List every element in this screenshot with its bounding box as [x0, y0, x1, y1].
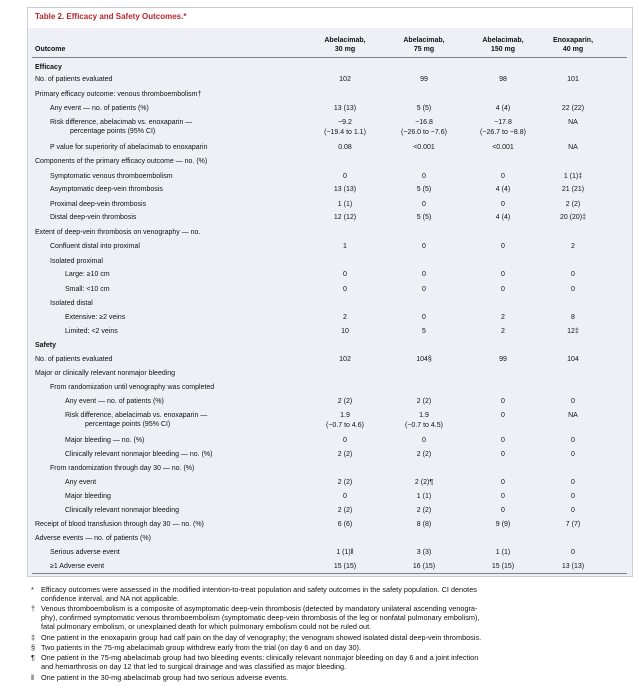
table-cell: <0.001 [492, 144, 514, 151]
table-cell: 0 [422, 271, 426, 278]
table-title: Table 2. Efficacy and Safety Outcomes.* [35, 12, 187, 21]
table-cell: 2 [501, 328, 505, 335]
table-cell: 0 [343, 493, 347, 500]
table-cell: 2 (2) [337, 451, 353, 458]
row-label: Isolated distal [50, 300, 93, 307]
table-cell: 2 (2)¶ [414, 479, 434, 486]
table-cell: 0 [501, 398, 505, 405]
table-cell: 0 [422, 243, 426, 250]
table-cell: 0 [571, 271, 575, 278]
table-cell: 1.9 (−0.7 to 4.6) [326, 412, 364, 429]
table-cell: 4 (4) [495, 105, 511, 112]
row-label: Any event [65, 479, 97, 486]
table-cell: 0 [501, 507, 505, 514]
table-cell: 13 (13) [333, 105, 357, 112]
footnote: ¶ One patient in the 75-mg abelacimab group had two bleeding events: clinically relevant nonmajor bleeding on day 6 and a joint infection and hemarthrosis on day 12 that led to surgical drainage and was classified as major bleeding. [31, 653, 479, 671]
row-label: Clinically relevant nonmajor bleeding — no. (%) [65, 451, 213, 458]
table-cell: 5 (5) [416, 186, 432, 193]
table-cell: 3 (3) [416, 549, 432, 556]
row-label: Risk difference, abelacimab vs. enoxaparin — percentage points (95% CI) [50, 119, 193, 135]
table-cell: 99 [499, 356, 507, 363]
table-cell: 4 (4) [495, 186, 511, 193]
table-cell: 20 (20)‡ [559, 214, 587, 221]
table-cell: 2 (2) [337, 507, 353, 514]
table-cell: 0 [501, 479, 505, 486]
table-cell: 0 [343, 271, 347, 278]
footnote: ‖ One patient in the 30-mg abelacimab group had two serious adverse events. [31, 673, 289, 682]
footnote: ‡ One patient in the enoxaparin group had calf pain on the day of venography; the venogram showed isolated distal deep-vein thrombosis. [31, 633, 482, 642]
table-cell: 15 (15) [491, 563, 515, 570]
table-cell: 8 [571, 314, 575, 321]
row-label: Major or clinically relevant nonmajor bleeding [35, 370, 176, 377]
table-cell: 102 [339, 76, 351, 83]
table-cell: 2 (2) [337, 479, 353, 486]
table-cell: 0 [501, 451, 505, 458]
table-cell: 0 [501, 493, 505, 500]
table-cell: 5 [422, 328, 426, 335]
table-cell: −16.8 (−26.0 to −7.6) [401, 119, 447, 136]
table-cell: 0.08 [338, 144, 352, 151]
table-cell: 2 [343, 314, 347, 321]
row-label: P value for superiority of abelacimab to enoxaparin [50, 144, 208, 151]
table-cell: 0 [501, 271, 505, 278]
table-cell: 12‡ [567, 328, 579, 335]
table-cell: 12 (12) [333, 214, 357, 221]
row-label: Confluent distal into proximal [50, 243, 140, 250]
row-label: Extent of deep-vein thrombosis on venography — no. [35, 229, 201, 236]
table-cell: 101 [567, 76, 579, 83]
table-cell: 99 [420, 76, 428, 83]
row-label: Any event — no. of patients (%) [50, 105, 149, 112]
table-cell: 1 (1) [495, 549, 511, 556]
table-cell: 0 [501, 201, 505, 208]
row-label: Components of the primary efficacy outcome — no. (%) [35, 158, 208, 165]
table-cell: 1 (1) [337, 201, 353, 208]
table-cell: 16 (15) [412, 563, 436, 570]
table-cell: 0 [422, 173, 426, 180]
row-label: Isolated proximal [50, 258, 103, 265]
row-label: Proximal deep-vein thrombosis [50, 201, 147, 208]
table-cell: 15 (15) [333, 563, 357, 570]
table-cell: 2 (2) [416, 507, 432, 514]
table-cell: 22 (22) [561, 105, 585, 112]
row-label: Adverse events — no. of patients (%) [35, 535, 151, 542]
table-cell: 0 [501, 243, 505, 250]
row-label: Primary efficacy outcome: venous thromboembolism† [35, 91, 202, 98]
table-cell: 8 (8) [416, 521, 432, 528]
row-label: Any event — no. of patients (%) [65, 398, 164, 405]
row-label: Asymptomatic deep-vein thrombosis [50, 186, 163, 193]
row-label: Risk difference, abelacimab vs. enoxaparin — percentage points (95% CI) [65, 412, 208, 428]
header-abelacimab-30: Abelacimab, 30 mg [324, 37, 366, 53]
row-label: Safety [35, 342, 57, 349]
table-cell: 0 [343, 437, 347, 444]
table-cell: NA [568, 119, 578, 126]
row-label: No. of patients evaluated [35, 76, 113, 83]
table-cell: 0 [571, 286, 575, 293]
table-cell: 2 [501, 314, 505, 321]
table-cell: NA [568, 144, 578, 151]
row-label: Receipt of blood transfusion through day 30 — no. (%) [35, 521, 204, 528]
table-cell: 2 (2) [565, 201, 581, 208]
table-cell: 1 (1) [416, 493, 432, 500]
header-outcome: Outcome [35, 46, 66, 53]
header-abelacimab-75: Abelacimab, 75 mg [403, 37, 445, 53]
table-cell: 0 [343, 286, 347, 293]
table-cell: 6 (6) [337, 521, 353, 528]
row-label: Serious adverse event [50, 549, 120, 556]
table-cell: 0 [422, 437, 426, 444]
table-cell: 102 [339, 356, 351, 363]
table-title-bar [27, 7, 633, 28]
table-cell: 0 [422, 201, 426, 208]
table-cell: 10 [341, 328, 349, 335]
table-cell: 1 (1)‖ [336, 549, 354, 556]
footnote: † Venous thromboembolism is a composite of asymptomatic deep-vein thrombosis (detected by mandatory unilateral ascending venogra- phy), confirmed symptomatic venous thromboembolism (symptomatic deep-vein thrombosis of the leg or nonfatal pulmonary embolism), fatal pulmonary embolism, or unexplained death for which pulmonary embolism could not be ruled out. [31, 604, 480, 631]
row-label: Small: <10 cm [65, 286, 110, 293]
table-cell: 4 (4) [495, 214, 511, 221]
bottom-rule [32, 573, 627, 574]
table-cell: 0 [571, 479, 575, 486]
row-label: Extensive: ≥2 veins [65, 314, 126, 321]
table-cell: 0 [501, 412, 505, 419]
table-cell: 2 (2) [416, 398, 432, 405]
footnote: * Efficacy outcomes were assessed in the modified intention-to-treat population and safety outcomes in the safety population. CI denotes confidence interval, and NA not applicable. [31, 585, 477, 603]
row-label: Symptomatic venous thromboembolism [50, 173, 173, 180]
table-cell: <0.001 [413, 144, 435, 151]
table-cell: 0 [422, 314, 426, 321]
row-label: Clinically relevant nonmajor bleeding [65, 507, 180, 514]
footnote: § Two patients in the 75-mg abelacimab group withdrew early from the trial (on day 6 and on day 30). [31, 643, 362, 652]
row-label: Efficacy [35, 64, 62, 71]
table-cell: NA [568, 412, 578, 419]
row-label: Major bleeding [65, 493, 111, 500]
table-cell: 0 [501, 286, 505, 293]
table-cell: 1 (1)‡ [563, 173, 583, 180]
header-enoxaparin-40: Enoxaparin, 40 mg [552, 37, 594, 53]
table-cell: 0 [571, 549, 575, 556]
row-label: Limited: <2 veins [65, 328, 118, 335]
header-rule [32, 57, 627, 58]
table-cell: 0 [571, 437, 575, 444]
table-cell: 0 [422, 286, 426, 293]
table-cell: 104§ [416, 356, 432, 363]
table-cell: 0 [501, 437, 505, 444]
table-cell: 104 [567, 356, 579, 363]
table-cell: 5 (5) [416, 105, 432, 112]
row-label: From randomization through day 30 — no. (%) [50, 465, 195, 472]
row-label: ≥1 Adverse event [50, 563, 105, 570]
row-label: Distal deep-vein thrombosis [50, 214, 137, 221]
table-cell: 13 (13) [333, 186, 357, 193]
table-cell: 13 (13) [561, 563, 585, 570]
table-cell: 0 [343, 173, 347, 180]
table-cell: 7 (7) [565, 521, 581, 528]
table-cell: 21 (21) [561, 186, 585, 193]
table-cell: 5 (5) [416, 214, 432, 221]
table-cell: 0 [571, 398, 575, 405]
table-cell: −17.8 (−26.7 to −8.8) [480, 119, 526, 136]
table-cell: −9.2 (−19.4 to 1.1) [324, 119, 366, 136]
table-cell: 1 [343, 243, 347, 250]
table-cell: 0 [571, 451, 575, 458]
table-cell: 2 (2) [337, 398, 353, 405]
table-cell: 0 [501, 173, 505, 180]
table-cell: 98 [499, 76, 507, 83]
table-cell: 2 (2) [416, 451, 432, 458]
header-abelacimab-150: Abelacimab, 150 mg [482, 37, 524, 53]
table-cell: 0 [571, 507, 575, 514]
row-label: No. of patients evaluated [35, 356, 113, 363]
row-label: Large: ≥10 cm [65, 271, 110, 278]
row-label: From randomization until venography was completed [50, 384, 215, 391]
row-label: Major bleeding — no. (%) [65, 437, 145, 444]
table-cell: 1.9 (−0.7 to 4.5) [405, 412, 443, 429]
table-cell: 9 (9) [495, 521, 511, 528]
table-cell: 0 [571, 493, 575, 500]
table-cell: 2 [571, 243, 575, 250]
